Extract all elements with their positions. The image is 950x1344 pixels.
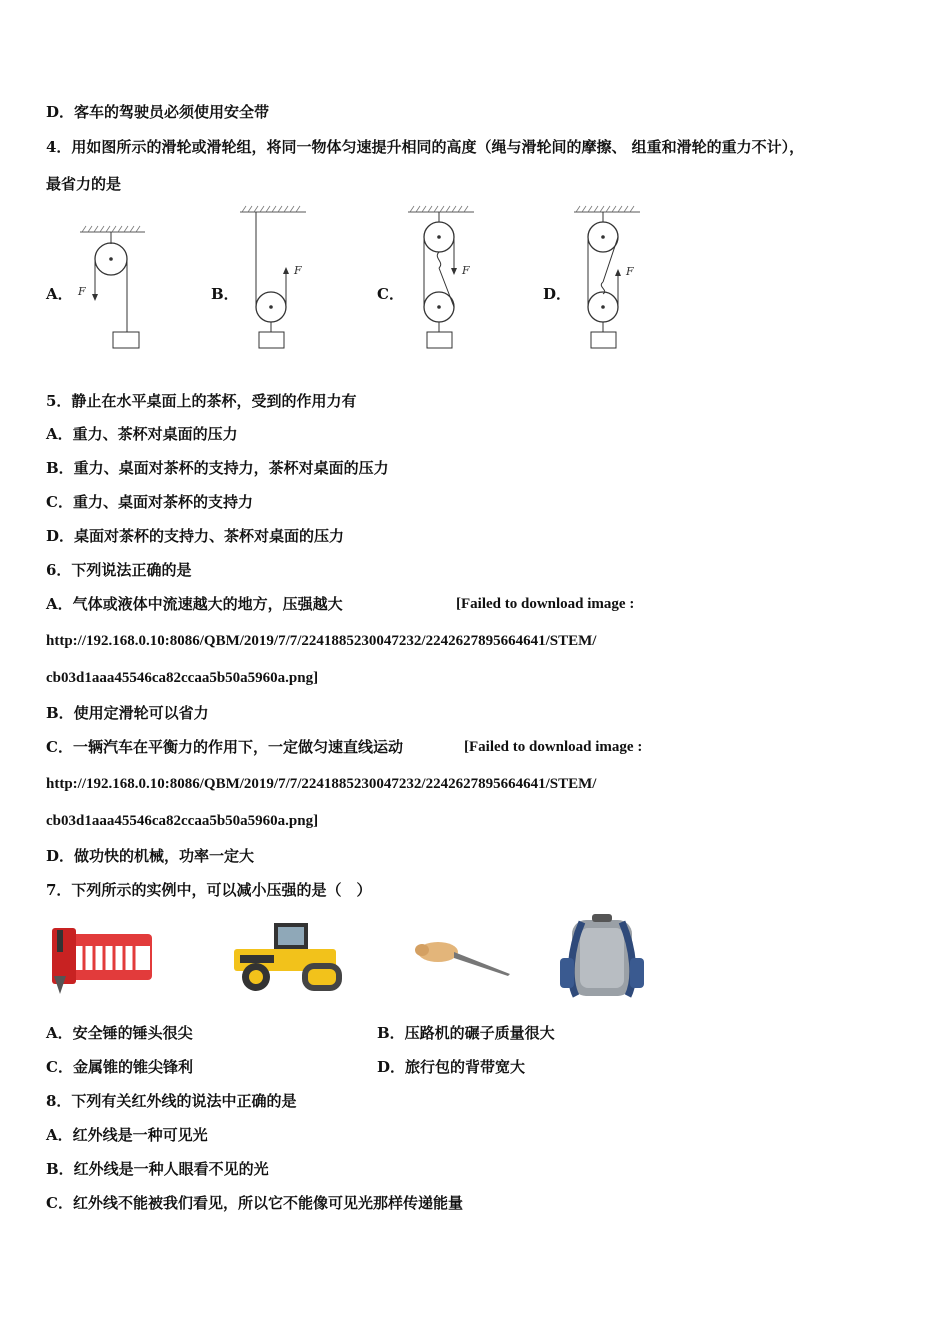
q6-option-c: C．一辆汽车在平衡力的作用下，一定做匀速直线运动 [46, 738, 403, 756]
q3-option-d: D．客车的驾驶员必须使用安全带 [46, 103, 270, 121]
q7-option-c: C．金属锥的锥尖锋利 [46, 1058, 193, 1076]
q6-c-image-url-line2: cb03d1aaa45546ca82ccaa5b50a5960a.png] [46, 813, 319, 829]
q8-option-b: B．红外线是一种人眼看不见的光 [46, 1160, 269, 1178]
q4-stem-line1: 4．用如图所示的滑轮或滑轮组，将同一物体匀速提升相同的高度（绳与滑轮间的摩擦、 组重和滑轮的重力不计）， [46, 138, 805, 156]
q6-option-d: D．做功快的机械，功率一定大 [46, 847, 255, 865]
pulley-figure-d [566, 202, 656, 354]
q6-a-image-url-line2: cb03d1aaa45546ca82ccaa5b50a5960a.png] [46, 670, 319, 686]
q5-option-a: A．重力、茶杯对桌面的压力 [46, 425, 238, 443]
q5-option-b: B．重力、桌面对茶杯的支持力，茶杯对桌面的压力 [46, 459, 389, 477]
force-label-c: F [462, 264, 470, 277]
q6-stem: 6．下列说法正确的是 [46, 561, 192, 579]
q6-a-image-error: [Failed to download image : [456, 596, 635, 612]
q4-label-d: D． [543, 285, 572, 303]
q8-option-a: A．红外线是一种可见光 [46, 1126, 208, 1144]
safety-hammer-image [48, 920, 154, 1000]
force-label-a: F [78, 285, 86, 298]
road-roller-image [228, 915, 348, 995]
q7-option-a: A．安全锤的锤头很尖 [46, 1024, 193, 1042]
q5-stem: 5．静止在水平桌面上的茶杯，受到的作用力有 [46, 392, 357, 410]
pulley-figure-c [400, 202, 490, 354]
q8-stem: 8．下列有关红外线的说法中正确的是 [46, 1092, 297, 1110]
q5-option-c: C．重力、桌面对茶杯的支持力 [46, 493, 253, 511]
q6-a-image-url-line1: http://192.168.0.10:8086/QBM/2019/7/7/2241885230047232/2242627895664641/STEM/ [46, 633, 597, 649]
force-label-d: F [626, 265, 634, 278]
q7-option-d: D．旅行包的背带宽大 [377, 1058, 526, 1076]
q5-option-d: D．桌面对茶杯的支持力、茶杯对桌面的压力 [46, 527, 345, 545]
awl-image [410, 930, 514, 986]
pulley-figure-b [234, 202, 324, 354]
pulley-figure-a [70, 222, 160, 354]
q4-label-c: C． [377, 285, 404, 303]
q6-option-b: B．使用定滑轮可以省力 [46, 704, 209, 722]
q6-c-image-url-line1: http://192.168.0.10:8086/QBM/2019/7/7/2241885230047232/2242627895664641/STEM/ [46, 776, 597, 792]
q4-label-a: A． [46, 285, 73, 303]
q8-option-c: C．红外线不能被我们看见，所以它不能像可见光那样传递能量 [46, 1194, 463, 1212]
force-label-b: F [294, 264, 302, 277]
q4-stem-line2: 最省力的是 [46, 175, 122, 193]
q4-label-b: B． [211, 285, 239, 303]
q7-option-b: B．压路机的碾子质量很大 [377, 1024, 555, 1042]
q7-stem: 7．下列所示的实例中，可以减小压强的是（ ） [46, 881, 372, 899]
backpack-image [552, 910, 648, 1002]
q6-option-a: A．气体或液体中流速越大的地方，压强越大 [46, 595, 343, 613]
q6-c-image-error: [Failed to download image : [464, 739, 643, 755]
